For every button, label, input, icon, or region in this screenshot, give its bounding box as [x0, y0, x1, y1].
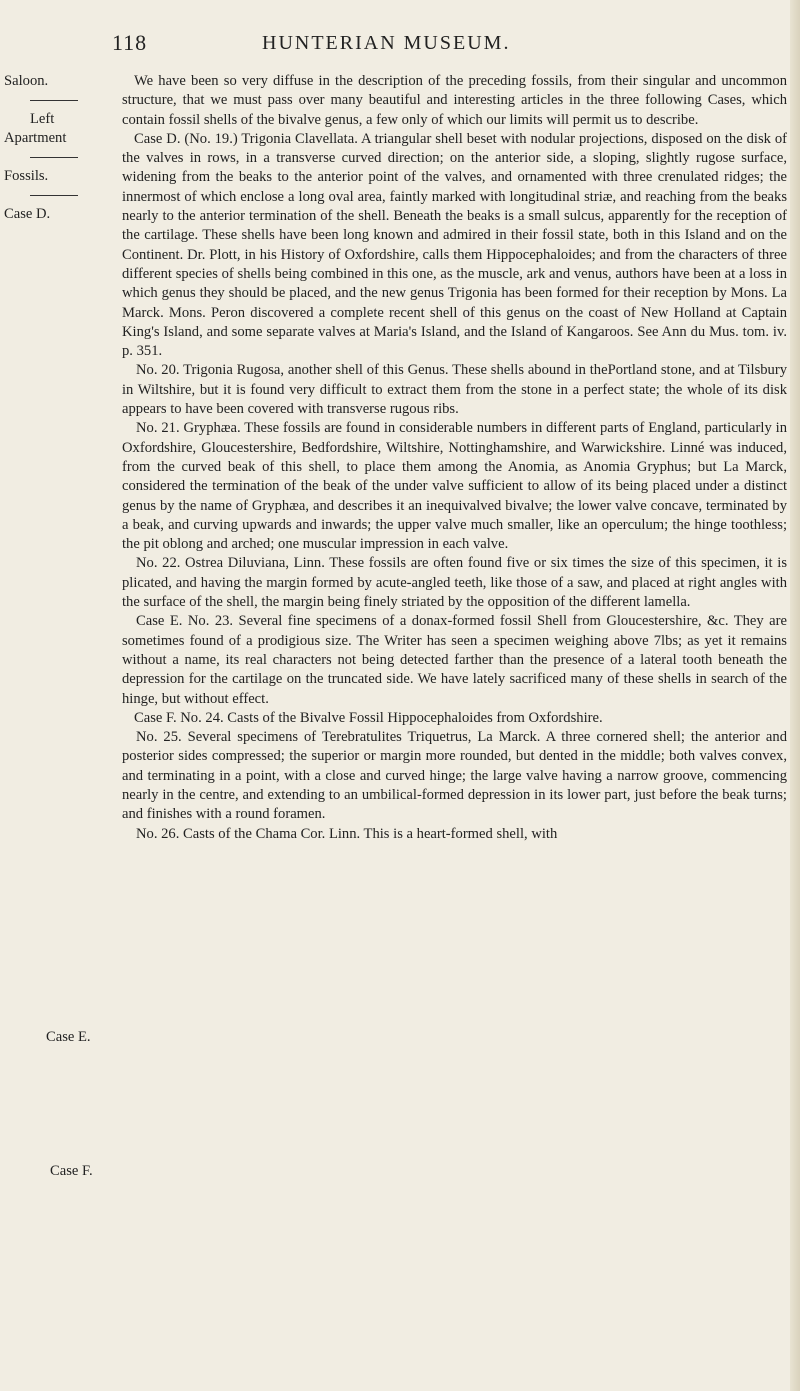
- paragraph: No. 26. Casts of the Chama Cor. Linn. This is a heart-formed shell, with: [136, 825, 558, 842]
- margin-note-left: Left: [30, 111, 55, 127]
- margin-note-case-e: Case E.: [46, 1029, 91, 1045]
- body-text: [122, 72, 787, 844]
- margin-note-case-f: Case F.: [50, 1163, 93, 1179]
- page-number: 118: [112, 30, 148, 55]
- paragraph: Case E. No. 23. Several fine specimens of a donax-formed fossil Shell from Gloucestershire, &c. They are sometimes found of a prodigious size. The Writer has seen a specimen weighing above 7lbs; as yet it remains without a name, its real characters not being detected farther than the presence of a lateral tooth beneath the depression for the cartilage on the truncated side. We have lately sacrificed many of these shells in search of the hinge, but without effect.: [122, 613, 787, 707]
- paragraph: No. 20. Trigonia Rugosa, another shell of this Genus. These shells abound in thePortland stone, and at Tilsbury in Wiltshire, but it is found very difficult to extract them from the stone in a perfect state; the whole of its disk appears to have been covered with transverse rugous ribs.: [122, 362, 787, 418]
- paragraph: No. 25. Several specimens of Terebratulites Triquetrus, La Marck. A three cornered shell; the anterior and posterior sides compressed; the superior or margin more rounded, but dented in the middle; both valves convex, and terminating in a point, with a close and curved hinge; the large valve having a narrow groove, commencing nearly in the centre, and extending to an umbilical-formed depression in its lower part, just before the beak turns; and finishes with a round foramen.: [122, 729, 787, 823]
- paragraph: Case D. (No. 19.) Trigonia Clavellata. A triangular shell beset with nodular projections, disposed on the disk of the valves in rows, in a transverse curved direction; on the anterior side, a sloping, slightly rugose surface, widening from the beaks to the anterior point of the valves, and ornamented with three crenulated ridges; the innermost of which enclose a long oval area, faintly marked with longitudinal striæ, and reaching from the beaks nearly to the anterior termination of the shell. Beneath the beaks is a small sulcus, apparently for the reception of the cartilage. These shells have been long known and admired in their fossil state, both in this Island and on the Continent. Dr. Plott, in his History of Oxfordshire, calls them Hippocephaloides; and from the characters of three different species of shells being combined in this one, as the muscle, ark and venus, authors have been at a loss in which genus they should be placed, and the new genus Trigonia has been formed for their reception by Mons. La Marck. Mons. Peron discovered a complete recent shell of this genus on the coast of New Holland at Captain King's Island, and some separate valves at Maria's Island, and the Island of Kangaroos. See Ann du Mus. tom. iv. p. 351.: [122, 130, 787, 360]
- page-edge: [790, 0, 800, 1391]
- margin-note-fossils: Fossils.: [4, 168, 49, 184]
- margin-rule: [30, 148, 78, 167]
- margin-rule: [30, 186, 78, 205]
- margin-note-case-d: Case D.: [4, 206, 51, 222]
- paragraph: No. 22. Ostrea Diluviana, Linn. These fossils are often found five or six times the size of this specimen, it is plicated, and having the margin formed by acute-angled teeth, like those of a saw, and placed at right angles with the surface of the shell, the margin being finely striated by the opposition of the different lamella.: [122, 555, 787, 611]
- paragraph: No. 21. Gryphæa. These fossils are found in considerable numbers in different parts of England, particularly in Oxfordshire, Gloucestershire, Bedfordshire, Wiltshire, Nottinghamshire, and Warwickshire. Linné was induced, from the curved beak of this shell, to place them among the Anomia, as Anomia Gryphus; but La Marck, considered the termination of the beak of the under valve sufficient to allow of its being placed under a distinct genus by the name of Gryphæa, and describes it an inequivalved bivalve; the lower valve concave, terminated by a beak, and curving upwards and inwards; the upper valve much smaller, like an operculum; the hinge toothless; the pit oblong and arched; one muscular impression in each valve.: [122, 420, 787, 553]
- margin-rule: [30, 91, 78, 110]
- margin-note-apartment: Apartment: [4, 130, 67, 146]
- paragraph: We have been so very diffuse in the description of the preceding fossils, from their singular and uncommon structure, that we must pass over many beautiful and interesting articles in the three following Cases, which contain fossil shells of the bivalve genus, a few only of which our limits will permit us to describe.: [122, 73, 787, 128]
- running-head: HUNTERIAN MUSEUM.: [262, 32, 511, 54]
- page-header: [0, 30, 800, 64]
- paragraph: Case F. No. 24. Casts of the Bivalve Fossil Hippocephaloides from Oxfordshire.: [134, 709, 603, 726]
- margin-note-saloon: Saloon.: [4, 73, 49, 89]
